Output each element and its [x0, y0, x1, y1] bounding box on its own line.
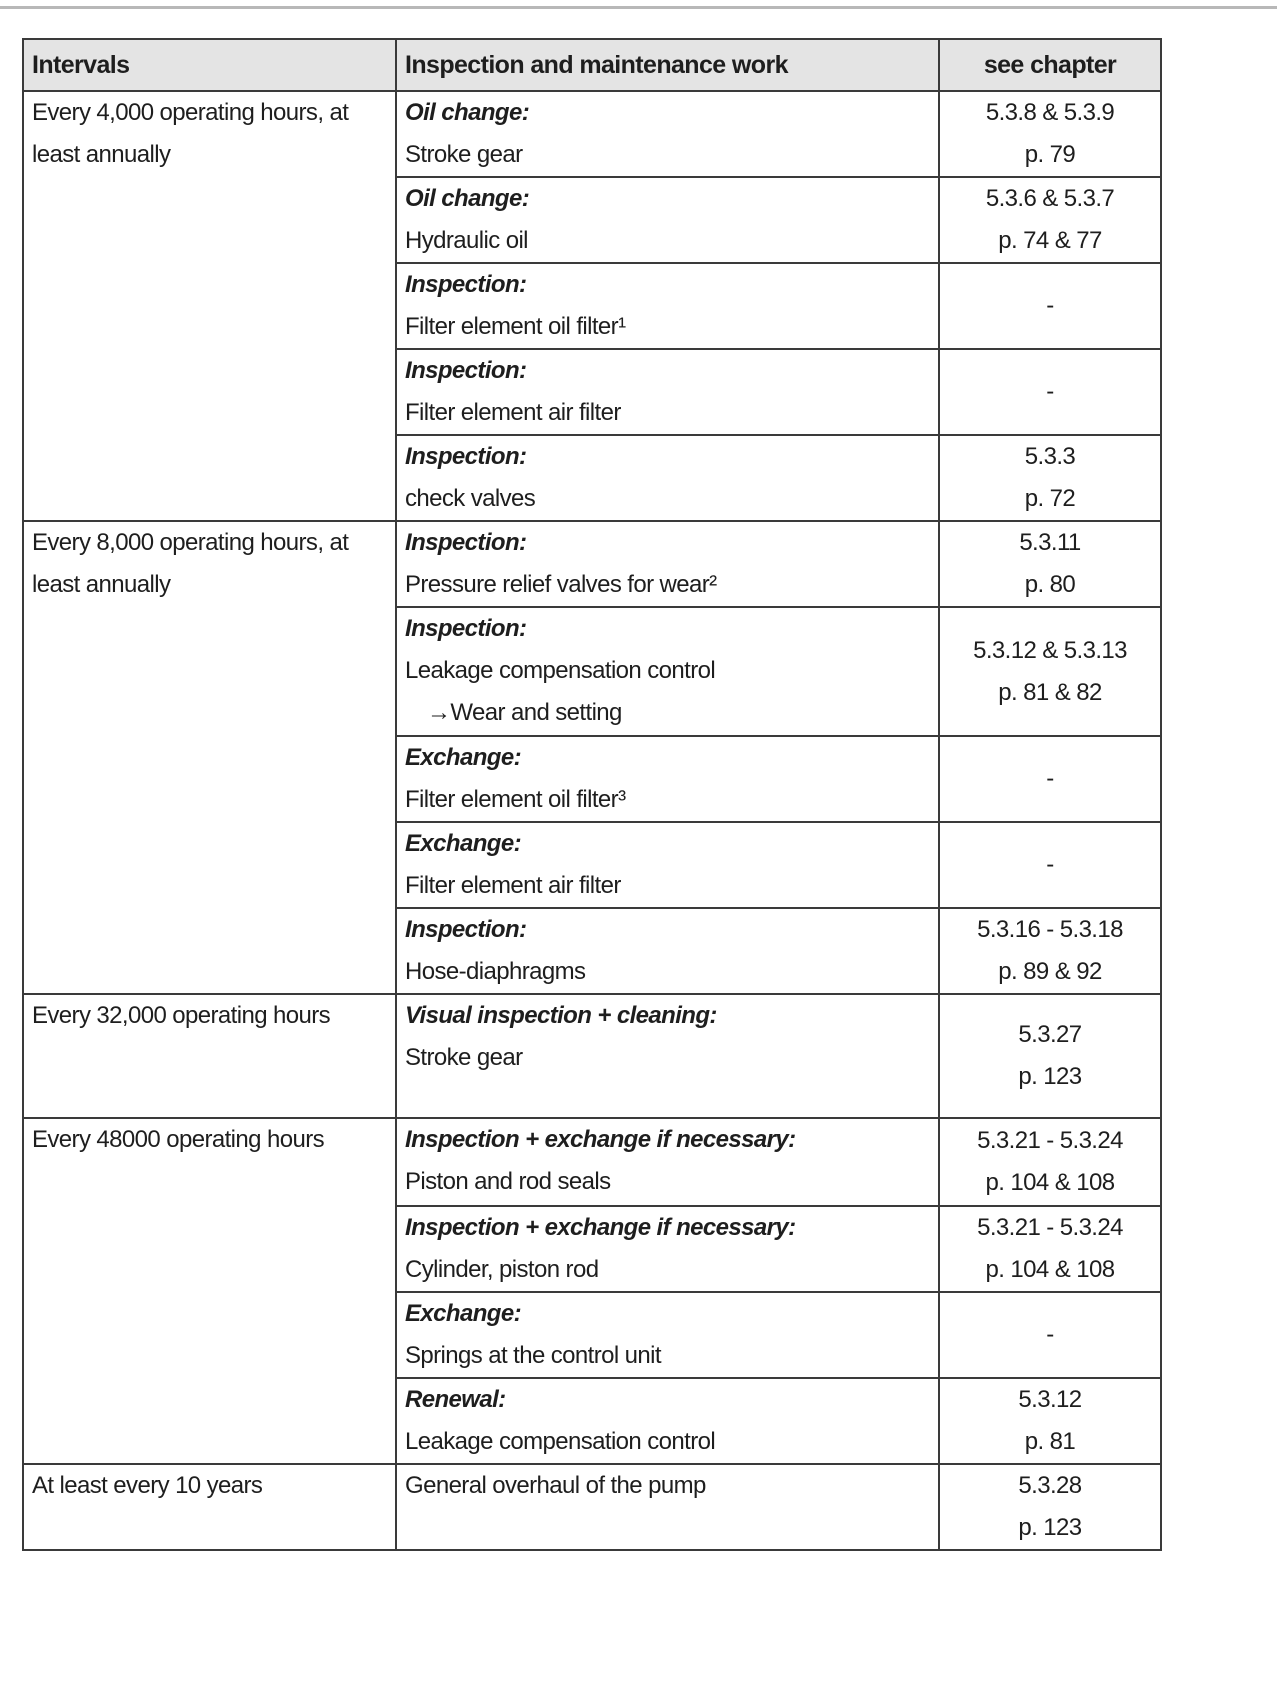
work-cell [396, 1378, 939, 1464]
work-description: Cylinder, piston rod [405, 1256, 599, 1283]
work-description: check valves [405, 485, 536, 512]
work-title: Exchange: [405, 1300, 521, 1327]
header-intervals: Intervals [23, 39, 396, 91]
work-cell [396, 521, 939, 607]
chapter-cell [939, 91, 1161, 177]
work-cell [396, 349, 939, 435]
work-cell [396, 736, 939, 822]
table-header-row [23, 39, 1161, 91]
interval-cell: Every 8,000 operating hours, at least annually [23, 521, 396, 994]
chapter-cell [939, 263, 1161, 349]
chapter-reference: 5.3.21 - 5.3.24 [977, 1214, 1123, 1241]
work-description: General overhaul of the pump [405, 1472, 706, 1499]
interval-cell: Every 32,000 operating hours [23, 994, 396, 1118]
chapter-reference: p. 81 [1024, 1428, 1076, 1455]
chapter-cell [939, 607, 1161, 736]
chapter-reference: 5.3.27 [1018, 1021, 1082, 1048]
chapter-reference: 5.3.11 [1019, 529, 1081, 556]
chapter-reference: p. 81 & 82 [998, 678, 1102, 706]
chapter-reference: 5.3.3 [1024, 443, 1076, 470]
work-description: Stroke gear [405, 141, 523, 168]
work-description: Springs at the control unit [405, 1342, 661, 1369]
chapter-reference: p. 104 & 108 [985, 1169, 1115, 1196]
work-description: Leakage compensation control [405, 1428, 716, 1455]
chapter-cell [939, 349, 1161, 435]
page-top-rule [0, 6, 1277, 9]
table-row [23, 1464, 1161, 1550]
chapter-cell [939, 822, 1161, 908]
chapter-reference: p. 123 [1018, 1063, 1082, 1090]
chapter-reference: - [1046, 765, 1054, 792]
table-row [23, 1118, 1161, 1206]
table-row [23, 91, 1161, 177]
work-title: Inspection + exchange if necessary: [405, 1214, 796, 1241]
work-description: Hydraulic oil [405, 227, 528, 254]
work-description: Filter element oil filter¹ [405, 313, 626, 340]
chapter-cell [939, 1206, 1161, 1292]
work-description: Filter element air filter [405, 399, 621, 426]
table-body [23, 91, 1161, 1550]
chapter-cell [939, 521, 1161, 607]
work-cell [396, 908, 939, 994]
work-cell [396, 91, 939, 177]
work-title: Oil change: [405, 185, 530, 212]
work-description: Filter element oil filter³ [405, 786, 626, 813]
work-title: Inspection: [405, 529, 527, 556]
work-description: Hose-diaphragms [405, 958, 586, 985]
header-chapter: see chapter [939, 39, 1161, 91]
work-description: Stroke gear [405, 1044, 523, 1071]
interval-cell: Every 48000 operating hours [23, 1118, 396, 1464]
chapter-reference: 5.3.6 & 5.3.7 [985, 185, 1115, 212]
work-description: Pressure relief valves for wear² [405, 571, 717, 598]
chapter-reference: - [1046, 378, 1054, 405]
work-title: Inspection + exchange if necessary: [405, 1126, 796, 1153]
chapter-reference: p. 79 [1024, 141, 1076, 168]
chapter-reference: p. 72 [1024, 485, 1076, 512]
work-title: Renewal: [405, 1386, 506, 1413]
work-description: Filter element air filter [405, 872, 621, 899]
interval-cell: Every 4,000 operating hours, at least annually [23, 91, 396, 521]
work-title: Inspection: [405, 271, 527, 298]
work-cell [396, 263, 939, 349]
chapter-reference: - [1046, 1321, 1054, 1348]
work-title: Visual inspection + cleaning: [405, 1002, 717, 1029]
work-cell [396, 1464, 939, 1550]
chapter-reference: p. 89 & 92 [998, 958, 1102, 985]
work-title: Exchange: [405, 830, 521, 857]
chapter-reference: 5.3.16 - 5.3.18 [977, 916, 1123, 943]
work-title: Inspection: [405, 916, 527, 943]
chapter-reference: 5.3.12 [1018, 1386, 1082, 1413]
chapter-reference: 5.3.21 - 5.3.24 [977, 1127, 1123, 1154]
work-cell [396, 1206, 939, 1292]
work-cell [396, 177, 939, 263]
work-description: Leakage compensation control [405, 657, 716, 684]
work-title: Exchange: [405, 744, 521, 771]
chapter-reference: p. 104 & 108 [985, 1256, 1115, 1283]
chapter-reference: p. 74 & 77 [998, 227, 1102, 254]
work-cell [396, 607, 939, 736]
maintenance-schedule-table [22, 38, 1162, 1551]
chapter-cell [939, 736, 1161, 822]
work-cell [396, 435, 939, 521]
work-description: →Wear and setting [427, 699, 622, 726]
chapter-reference: p. 123 [1018, 1514, 1082, 1541]
interval-cell: At least every 10 years [23, 1464, 396, 1550]
chapter-reference: 5.3.12 & 5.3.13 [973, 636, 1127, 664]
work-cell [396, 1292, 939, 1378]
table-row [23, 994, 1161, 1118]
work-description: Piston and rod seals [405, 1168, 611, 1195]
chapter-cell [939, 177, 1161, 263]
chapter-cell [939, 908, 1161, 994]
chapter-reference: p. 80 [1024, 571, 1076, 598]
chapter-cell [939, 1378, 1161, 1464]
chapter-reference: - [1046, 851, 1054, 878]
chapter-reference: 5.3.8 & 5.3.9 [985, 99, 1115, 126]
work-title: Oil change: [405, 99, 530, 126]
work-cell [396, 822, 939, 908]
chapter-cell [939, 1292, 1161, 1378]
chapter-cell [939, 1118, 1161, 1206]
chapter-cell [939, 994, 1161, 1118]
chapter-reference: 5.3.28 [1018, 1472, 1082, 1499]
work-title: Inspection: [405, 443, 527, 470]
work-title: Inspection: [405, 357, 527, 384]
header-work: Inspection and maintenance work [396, 39, 939, 91]
work-title: Inspection: [405, 615, 527, 642]
table-row [23, 521, 1161, 607]
chapter-cell [939, 1464, 1161, 1550]
chapter-reference: - [1046, 292, 1054, 319]
work-cell [396, 1118, 939, 1206]
work-cell [396, 994, 939, 1118]
chapter-cell [939, 435, 1161, 521]
